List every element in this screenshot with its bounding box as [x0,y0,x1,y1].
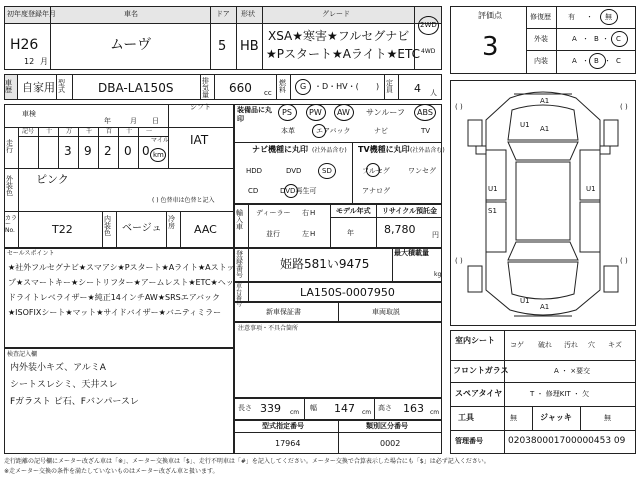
damage-a1-front: A1 [540,97,550,105]
capacity-label: 定員 [386,79,393,94]
ext-c: C [616,35,621,43]
interior-color-label: 内装色 [104,215,111,237]
drive-4wd: 4WD [421,48,436,55]
model-year-label: モデル年式 [336,207,371,215]
navi-dvd-play: DVD再生可 [280,187,317,195]
fuel-label: 燃料 [279,79,286,94]
inspector-line-3: Fガラスト ピ石、Fバンパースレ [10,397,139,407]
digit-3: 0 [124,144,132,158]
bracket-rear-left: ( ) [455,257,463,265]
reg-month-unit: 月 [40,57,48,66]
score-label: 評価点 [478,11,502,20]
ext-b: B [594,35,599,43]
inspection-year: 年 [104,117,111,125]
jack-value: 無 [604,414,611,422]
km-label: km [153,151,164,159]
mile-label: マイル [151,137,169,144]
navi-hdd: HDD [246,167,263,175]
color-no-label: カラーNo. [5,215,18,234]
digit-2: 2 [104,144,112,158]
bracket-rear-right: ( ) [620,257,628,265]
door-value: 5 [218,39,227,54]
recycle-label: リサイクル預託金 [382,207,438,215]
shift-label: シフト [190,103,211,111]
fglass-value: A ・ ×要交 [554,367,591,375]
max-load-label: 最大積載量 [394,249,429,257]
digit-label-4: 百 [106,128,113,135]
plate-value: 姫路581い9475 [280,257,370,271]
plate-label: 登録番号 [236,250,243,279]
equip-label: 装備品に丸印 [237,106,272,123]
import-parallel: 並行 [266,230,280,238]
length-value: 339 [260,402,281,415]
navi-sd: SD [322,167,332,175]
digit-1: 9 [84,144,92,158]
color-no-value: T22 [52,223,73,236]
damage-u1-front: U1 [520,121,530,129]
max-load-kg: kg [434,271,442,278]
recycle-yen: 円 [432,231,439,239]
color-label: 外装色 [6,175,13,197]
navi-dvd: DVD [286,167,302,175]
digit-label-1: 十 [46,128,53,135]
digit-label-5: 十 [126,128,133,135]
footer-line-1: 走行距離の記号欄にメーター改ざん車は「※」、メーター交換車は「$」、走行不明車は「#」を記入してください。メーター交換で合算表示した場合にも「$」は必ず記入ください。 [4,458,490,465]
jack-label: ジャッキ [540,413,572,422]
repair-label: 修復歴 [530,13,551,21]
color-value: ピンク [36,173,69,186]
inspection-month: 月 [130,117,137,125]
shape-value: HB [240,39,259,54]
color-note: ( ) 色替車は色替と記入 [152,197,215,204]
sales-line-3: ドライトレベライザー★純正14インチAW★SRSエアバック [8,293,221,302]
recycle-value: 8,780 [384,223,416,236]
digit-label-0: 記号 [22,128,35,135]
handle-right: 右 [302,209,309,217]
car-outline-diagram [450,80,636,326]
equip-pw: PW [309,108,322,117]
equip-navi: ナビ [374,127,388,135]
seat-label: 室内シート [455,336,495,345]
seat-tear: 破れ [538,341,552,349]
displacement-label: 排気量 [202,77,209,99]
damage-s1: S1 [488,207,497,215]
seat-burn: コゲ [510,341,524,349]
spare-value: T ・ 修理KIT ・ 欠 [530,390,590,398]
width-unit: cm [362,409,372,416]
bracket-front-left: ( ) [455,103,463,111]
equip-sunroof: サンルーフ [366,108,405,117]
equip-ps: PS [282,108,292,117]
chassis-label: 車台番号 [236,283,243,308]
tool-label: 工具 [458,413,474,422]
seat-dirt: 汚れ [564,341,578,349]
reg-date-value: H26 [10,37,39,53]
height-value: 163 [403,402,424,415]
chassis-value: LA150S-0007950 [300,286,395,299]
handle-left: 左 [302,230,309,238]
history-value: 自家用 [22,81,55,94]
car-name-value: ムーヴ [110,37,152,53]
height-label: 高さ [378,404,392,412]
tv-oneseg: ワンセグ [408,167,436,175]
notes-block [234,322,442,398]
damage-u1-right: U1 [586,185,596,193]
model-label: 型式 [58,79,65,94]
int-c: C [616,57,621,65]
width-value: 147 [334,402,355,415]
sales-line-2: プ★スマートキー★シートリフター★アームレスト★ETC★ヘッ [8,278,234,287]
capacity-value: 4 [414,82,421,95]
inspector-title: 検査記入欄 [7,351,38,358]
ext-label: 外装 [534,35,548,43]
navi-title: ナビ機種に丸印 [252,145,308,154]
repair-no: 無 [605,13,612,21]
equip-airbag: エアバック [316,127,351,135]
equip-abs: ABS [417,108,433,117]
equip-leather: 本革 [281,127,295,135]
inspection-day: 日 [152,117,159,125]
reg-month-value: 12 [24,57,35,66]
int-b: B [594,57,599,65]
fglass-label: フロントガラス [453,366,509,375]
fuel-g: G [300,82,307,91]
damage-u1-left: U1 [488,185,498,193]
grade-line-2: ★Pスタート★Aライト★ETC [266,47,420,61]
sales-line-4: ★ISOFIXシート★マット★サイドバイザー★バニティミラー [8,308,222,317]
ac-value: AAC [194,223,217,236]
interior-color-value: ベージュ [122,223,162,234]
navi-cd: CD [248,187,259,195]
mgmt-label: 管理番号 [455,437,483,445]
type-no-value: 17964 [275,439,301,448]
navi-title-small: (社外品含む) [312,147,347,154]
sales-line-1: ★社外フルセグナビ★スマアシ★Pスタート★Aライト★Aストッ [8,263,235,272]
tv-analog: アナログ [362,187,390,195]
import-dealer: ディーラー [256,209,291,217]
handle-left-h: H [310,230,316,238]
length-label: 長さ [238,404,252,412]
model-value: DBA-LA150S [98,81,174,95]
shift-value: IAT [190,133,209,147]
displacement-value: 660 [229,81,252,95]
int-a: A [572,57,577,65]
displacement-unit: cc [264,89,272,97]
tv-title-small: (社外品含む) [410,147,445,154]
damage-center: A1 [540,125,550,133]
class-no-label: 類別区分番号 [366,422,408,430]
grade-label: グレード [322,10,350,18]
spare-label: スペアタイヤ [455,389,503,398]
equip-aw: AW [337,108,350,117]
footer-line-2: ※走メーター交換の条件を満たしていないものはメーター改ざん車と扱います。 [4,468,219,475]
tool-value: 無 [510,414,517,422]
history-label: 車歴 [5,79,12,94]
repair-yes: 有 [568,13,575,21]
equip-tv: TV [421,127,431,135]
digit-label-6: 一 [146,128,153,135]
int-label: 内装 [534,57,548,65]
score-value: 3 [482,32,499,62]
inspector-line-2: シートスレシミ、天井スレ [10,380,118,390]
damage-a1-rear: A1 [540,303,550,311]
ext-a: A [572,35,577,43]
sales-title: セールスポイント [7,250,55,257]
grade-line-1: XSA★寒害★フルセグナビ [268,29,410,43]
mgmt-value: 020380001700000453 09 [508,436,626,446]
class-no-value: 0002 [380,439,401,448]
seat-scratch: キズ [608,341,622,349]
width-label: 幅 [310,404,317,412]
digit-label-3: 千 [86,128,93,135]
handle-right-h: H [310,209,316,217]
tv-title: TV機種に丸印 [358,145,410,154]
length-unit: cm [290,409,300,416]
digit-0: 3 [64,144,72,158]
tv-fullseg: フルセグ [362,167,390,175]
type-no-label: 型式指定番号 [262,422,304,430]
seat-hole: 穴 [588,341,595,349]
model-year-unit: 年 [347,229,354,237]
warranty-label: 新車保証書 [266,308,301,316]
inspector-line-1: 内外装小キズ、アルミA [10,363,106,373]
run-label: 走行 [6,139,13,154]
car-name-label: 車名 [124,10,138,18]
notes-title: 注意事項・不具合箇所 [238,325,299,332]
inspection-label: 車検 [22,110,36,118]
fuel-rest: ・D・HV・( [314,82,359,91]
ac-label: 冷房 [168,215,175,230]
height-unit: cm [430,409,440,416]
capacity-unit: 人 [430,89,437,97]
digit-label-2: 万 [66,128,73,135]
digit-4: 0 [142,144,150,158]
damage-u1-rear: U1 [520,297,530,305]
fuel-close: ) [376,82,380,91]
shape-label: 形状 [241,10,255,18]
manual-label: 車両取説 [372,308,400,316]
import-label: 輸入車 [236,209,243,231]
door-label: ドア [216,10,230,18]
reg-date-label: 初年度登録年月 [7,10,56,18]
bracket-front-right: ( ) [620,103,628,111]
drive-2wd: 2WD [420,21,437,29]
